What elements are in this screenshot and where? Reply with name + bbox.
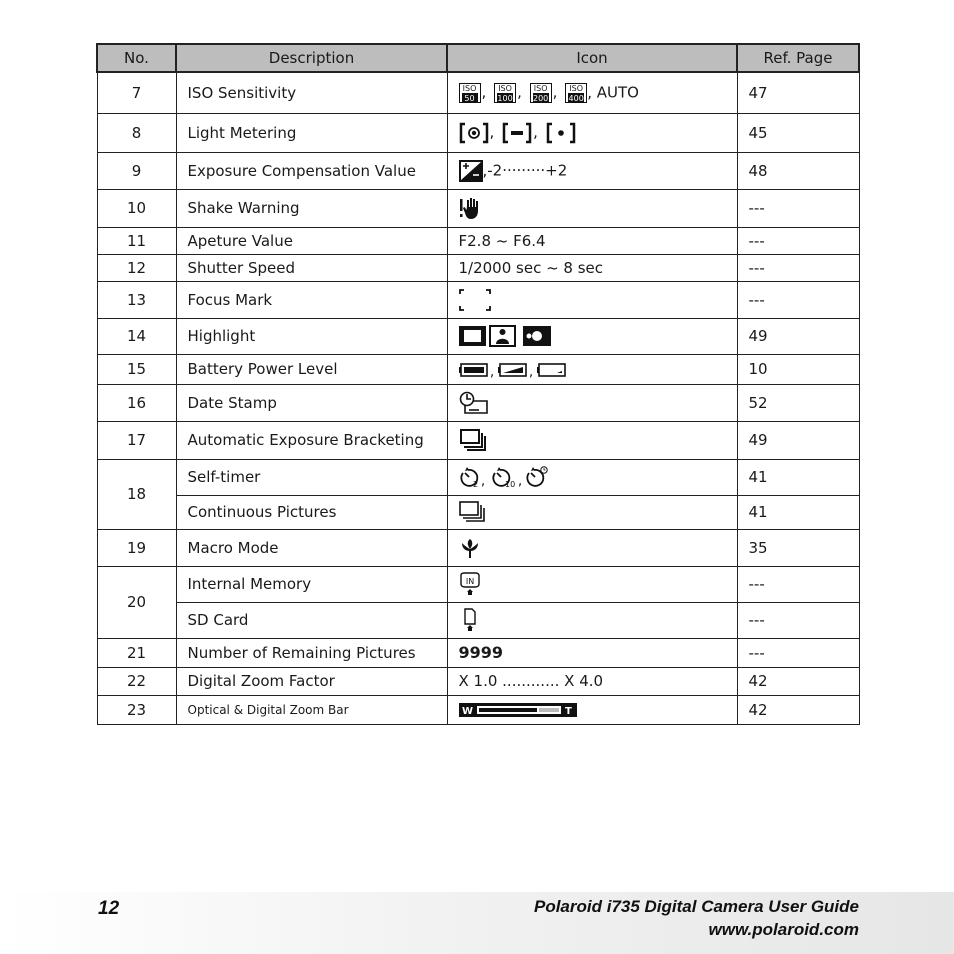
row-ref-page: 49 xyxy=(737,318,859,354)
row-description: Automatic Exposure Bracketing xyxy=(176,421,447,459)
row-description: Macro Mode xyxy=(176,529,447,566)
reference-table xyxy=(96,43,860,725)
row-description: ISO Sensitivity xyxy=(176,72,447,113)
svg-text:10: 10 xyxy=(504,480,515,489)
row-ref-page: 42 xyxy=(737,667,859,695)
table-row xyxy=(97,638,859,667)
svg-text:2: 2 xyxy=(472,480,478,489)
row-description: Focus Mark xyxy=(176,281,447,318)
shutter-range-text: 1/2000 sec ~ 8 sec xyxy=(447,254,737,281)
svg-text:,: , xyxy=(517,474,522,489)
table-row xyxy=(97,227,859,254)
row-number: 11 xyxy=(97,227,176,254)
row-number: 13 xyxy=(97,281,176,318)
website-link[interactable]: www.polaroid.com xyxy=(708,920,859,939)
table-row xyxy=(97,354,859,384)
iso-icon: ISO 400 xyxy=(565,83,587,103)
table-row xyxy=(97,318,859,354)
row-ref-page: 49 xyxy=(737,421,859,459)
iso-auto-text: , AUTO xyxy=(587,83,639,102)
row-number: 9 xyxy=(97,152,176,189)
row-number: 15 xyxy=(97,354,176,384)
iso-icon: ISO 50 xyxy=(459,83,481,103)
iso-icon: ISO 100 xyxy=(494,83,516,103)
row-number: 10 xyxy=(97,189,176,227)
page-number: 12 xyxy=(98,898,120,919)
zoom-bar-icon xyxy=(459,703,579,717)
row-number: 22 xyxy=(97,667,176,695)
row-icon-cell xyxy=(447,189,737,227)
row-number: 14 xyxy=(97,318,176,354)
row-description: Shake Warning xyxy=(176,189,447,227)
table-row xyxy=(97,152,859,189)
header-description: Description xyxy=(176,44,447,72)
row-ref-page: --- xyxy=(737,189,859,227)
row-description: Internal Memory xyxy=(176,566,447,602)
table-header-row xyxy=(97,44,859,72)
row-ref-page: 48 xyxy=(737,152,859,189)
row-description: SD Card xyxy=(176,602,447,638)
row-icon-cell xyxy=(447,602,737,638)
spot-metering-icon xyxy=(459,122,489,144)
shake-warning-icon xyxy=(459,196,481,220)
row-ref-page: --- xyxy=(737,281,859,318)
row-ref-page: 41 xyxy=(737,495,859,529)
multi-metering-icon xyxy=(546,122,576,144)
row-ref-page: --- xyxy=(737,566,859,602)
row-ref-page: --- xyxy=(737,602,859,638)
svg-text:,: , xyxy=(489,364,494,378)
footer-guide xyxy=(534,895,859,941)
header-no: No. xyxy=(97,44,176,72)
row-description: Highlight xyxy=(176,318,447,354)
row-description: Shutter Speed xyxy=(176,254,447,281)
row-ref-page: 52 xyxy=(737,384,859,421)
row-ref-page: 42 xyxy=(737,695,859,724)
page-footer xyxy=(0,892,954,954)
battery-icon xyxy=(459,362,571,378)
header-icon: Icon xyxy=(447,44,737,72)
row-number: 12 xyxy=(97,254,176,281)
row-ref-page: 10 xyxy=(737,354,859,384)
row-number: 7 xyxy=(97,72,176,113)
row-ref-page: --- xyxy=(737,638,859,667)
row-icon-cell xyxy=(447,354,737,384)
table-row xyxy=(97,667,859,695)
row-description: Self-timer xyxy=(176,459,447,495)
row-icon-cell xyxy=(447,529,737,566)
zoom-factor-text: X 1.0 ............ X 4.0 xyxy=(447,667,737,695)
svg-text:,: , xyxy=(528,364,533,378)
row-ref-page: 35 xyxy=(737,529,859,566)
self-timer-icon xyxy=(459,465,559,489)
table-row xyxy=(97,113,859,152)
row-number: 21 xyxy=(97,638,176,667)
svg-text:W: W xyxy=(461,706,473,717)
sd-card-icon xyxy=(459,607,481,633)
row-description: Optical & Digital Zoom Bar xyxy=(176,695,447,724)
row-icon-cell xyxy=(447,281,737,318)
table-row xyxy=(97,421,859,459)
macro-icon xyxy=(459,537,481,559)
aperture-range-text: F2.8 ~ F6.4 xyxy=(447,227,737,254)
row-icon-cell xyxy=(447,459,737,495)
guide-title: Polaroid i735 Digital Camera User Guide xyxy=(533,897,859,916)
svg-text:,: , xyxy=(480,474,485,489)
table-row xyxy=(97,602,859,638)
table-row xyxy=(97,384,859,421)
svg-text:T: T xyxy=(564,706,572,717)
row-description: Number of Remaining Pictures xyxy=(176,638,447,667)
row-number: 17 xyxy=(97,421,176,459)
row-icon-cell: ISO 50 , ISO 100 , ISO 200 , ISO 400 , AUTO xyxy=(447,72,737,113)
svg-text:IN: IN xyxy=(465,577,474,586)
row-description: Apeture Value xyxy=(176,227,447,254)
table-row xyxy=(97,529,859,566)
row-icon-cell xyxy=(447,152,737,189)
row-description: Exposure Compensation Value xyxy=(176,152,447,189)
row-icon-cell xyxy=(447,495,737,529)
date-stamp-icon xyxy=(459,391,489,415)
row-ref-page: --- xyxy=(737,254,859,281)
row-icon-cell xyxy=(447,421,737,459)
row-number: 23 xyxy=(97,695,176,724)
row-description: Light Metering xyxy=(176,113,447,152)
row-description: Continuous Pictures xyxy=(176,495,447,529)
row-description: Date Stamp xyxy=(176,384,447,421)
exposure-range-text: ,-2·········+2 xyxy=(482,161,568,179)
table-row xyxy=(97,695,859,724)
table-row xyxy=(97,566,859,602)
row-description: Digital Zoom Factor xyxy=(176,667,447,695)
remaining-count-text: 9999 xyxy=(447,638,737,667)
table-row xyxy=(97,281,859,318)
table-row xyxy=(97,189,859,227)
internal-memory-icon xyxy=(459,571,481,597)
center-weighted-metering-icon xyxy=(502,122,532,144)
table-row xyxy=(97,254,859,281)
row-number: 16 xyxy=(97,384,176,421)
row-ref-page: 47 xyxy=(737,72,859,113)
row-number: 19 xyxy=(97,529,176,566)
row-number: 20 xyxy=(97,566,176,638)
focus-mark-icon xyxy=(459,289,491,311)
table-row xyxy=(97,495,859,529)
row-icon-cell xyxy=(447,318,737,354)
header-ref-page: Ref. Page xyxy=(737,44,859,72)
table-row xyxy=(97,72,859,113)
row-ref-page: --- xyxy=(737,227,859,254)
row-ref-page: 45 xyxy=(737,113,859,152)
row-description: Battery Power Level xyxy=(176,354,447,384)
iso-icon: ISO 200 xyxy=(530,83,552,103)
exposure-compensation-icon xyxy=(459,160,483,182)
row-icon-cell xyxy=(447,695,737,724)
highlight-icon xyxy=(459,325,555,347)
continuous-icon xyxy=(459,501,487,523)
row-number: 18 xyxy=(97,459,176,529)
row-icon-cell xyxy=(447,566,737,602)
row-icon-cell xyxy=(447,384,737,421)
row-ref-page: 41 xyxy=(737,459,859,495)
table-row xyxy=(97,459,859,495)
aeb-icon xyxy=(459,428,489,452)
row-icon-cell: , , xyxy=(447,113,737,152)
row-number: 8 xyxy=(97,113,176,152)
